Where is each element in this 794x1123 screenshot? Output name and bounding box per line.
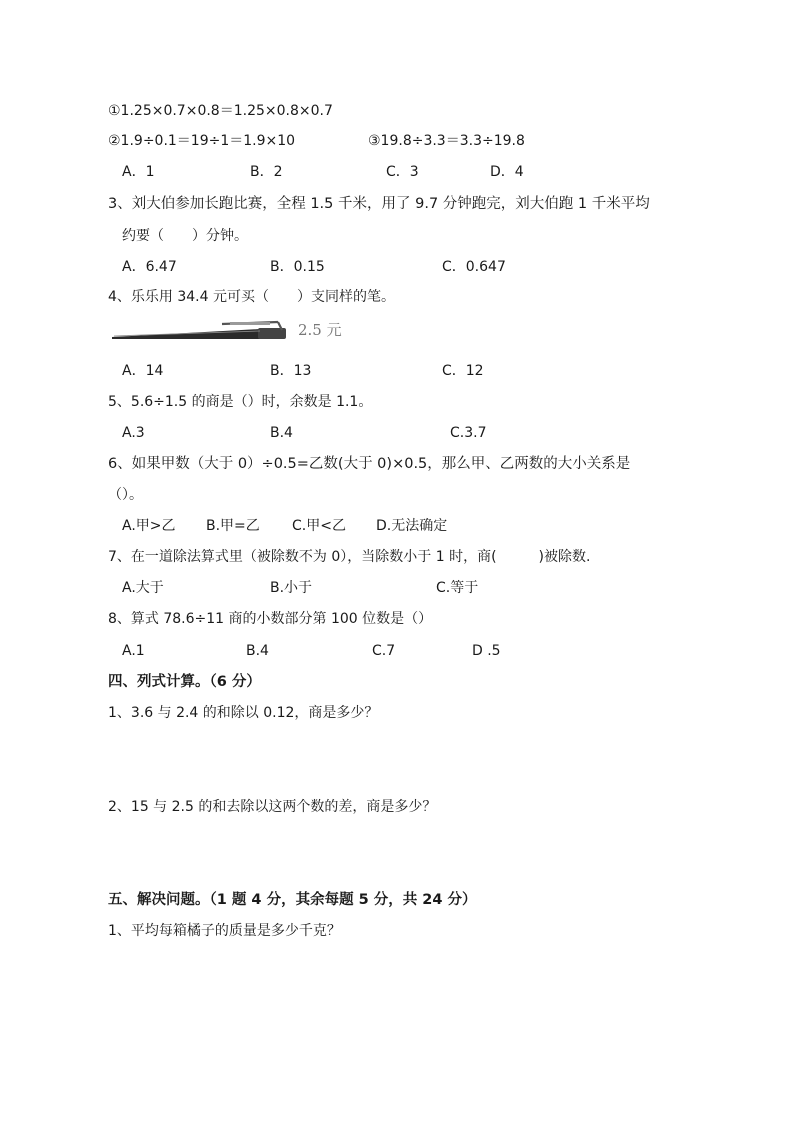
q2-option-d[interactable]: D．4: [490, 164, 524, 180]
q3-option-a[interactable]: A．6.47: [122, 259, 177, 275]
q6-option-c[interactable]: C.甲<乙: [292, 518, 346, 534]
q8-option-a[interactable]: A.1: [122, 643, 145, 659]
q8-option-b[interactable]: B.4: [246, 643, 269, 659]
question-6-line1: 6、如果甲数（大于 0）÷0.5=乙数(大于 0)×0.5，那么甲、乙两数的大小关系是: [108, 456, 631, 472]
question-8: 8、算式 78.6÷11 商的小数部分第 100 位数是（）: [108, 611, 433, 627]
q8-option-d[interactable]: D .5: [472, 643, 501, 659]
question-3-line2: 约要（ ）分钟。: [122, 228, 248, 244]
section-5-title: 五、解决问题。（1 题 4 分，其余每题 5 分，共 24 分）: [108, 892, 477, 908]
equation-2: ②1.9÷0.1＝19÷1＝1.9×10: [108, 133, 296, 149]
question-4: 4、乐乐用 34.4 元可买（ ）支同样的笔。: [108, 289, 395, 305]
q4-option-c[interactable]: C．12: [442, 363, 484, 379]
q2-option-a[interactable]: A．1: [122, 164, 155, 180]
equation-3: ③19.8÷3.3＝3.3÷19.8: [368, 133, 525, 149]
q6-option-d[interactable]: D.无法确定: [376, 518, 448, 534]
q8-option-c[interactable]: C.7: [372, 643, 396, 659]
question-5: 5、5.6÷1.5 的商是（）时，余数是 1.1。: [108, 394, 373, 410]
q5-option-a[interactable]: A.3: [122, 425, 145, 441]
q2-option-b[interactable]: B．2: [250, 164, 283, 180]
section-4-title: 四、列式计算。（6 分）: [108, 674, 261, 690]
equation-1: ①1.25×0.7×0.8＝1.25×0.8×0.7: [108, 103, 333, 119]
q4-option-b[interactable]: B．13: [270, 363, 312, 379]
section-5-question-1: 1、平均每箱橘子的质量是多少千克？: [108, 923, 341, 939]
pen-price-label: 2.5 元: [298, 321, 342, 339]
q3-option-c[interactable]: C．0.647: [442, 259, 506, 275]
q4-option-a[interactable]: A．14: [122, 363, 164, 379]
q3-option-b[interactable]: B．0.15: [270, 259, 325, 275]
question-6-line2: （）。: [108, 487, 143, 503]
section-4-question-1: 1、3.6 与 2.4 的和除以 0.12，商是多少？: [108, 705, 379, 721]
q5-option-b[interactable]: B.4: [270, 425, 293, 441]
q6-option-a[interactable]: A.甲>乙: [122, 518, 176, 534]
q7-option-a[interactable]: A.大于: [122, 580, 164, 596]
q2-option-c[interactable]: C．3: [386, 164, 419, 180]
section-4-question-2: 2、15 与 2.5 的和去除以这两个数的差，商是多少？: [108, 799, 437, 815]
q7-option-c[interactable]: C.等于: [436, 580, 479, 596]
pen-icon: [110, 318, 290, 344]
question-3-line1: 3、刘大伯参加长跑比赛，全程 1.5 千米，用了 9.7 分钟跑完，刘大伯跑 1 千米平均: [108, 196, 650, 212]
q7-option-b[interactable]: B.小于: [270, 580, 313, 596]
q5-option-c[interactable]: C.3.7: [450, 425, 487, 441]
q6-option-b[interactable]: B.甲=乙: [206, 518, 260, 534]
question-7: 7、在一道除法算式里（被除数不为 0），当除数小于 1 时，商( )被除数.: [108, 549, 591, 565]
